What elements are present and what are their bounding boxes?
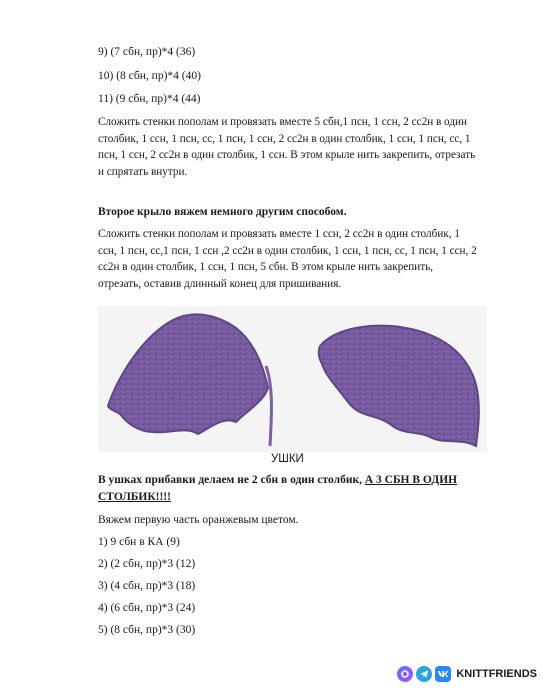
ears-emphasis: А 3 СБН В ОДИН [364,474,458,486]
footer-brand [397,666,537,682]
left-ear-piece [108,314,268,434]
text-line: отрезать, оставив длинный конец для пришивания. [98,277,342,290]
text-line: столбик, 1 ссн, 1 псн, сс, 1 псн, 1 ссн, 2 сс2н в один столбик, 1 ссн, 1 псн, сс, 1 [98,132,471,145]
row-10: 10) (8 сбн, пр)*4 (40) [98,70,201,82]
wing-instructions-1 [98,114,493,180]
row-9: 9) (7 сбн, пр)*4 (36) [98,46,196,58]
row-3: 3) (4 сбн, пр)*3 (18) [98,580,196,592]
ears-intro-text: В ушках прибавки делаем не 2 сбн в один столбик, [98,474,365,486]
telegram-icon[interactable] [416,666,432,682]
row-5: 5) (8 сбн, пр)*3 (30) [98,624,196,636]
ears-intro [98,472,493,506]
text-line: и спрятать внутри. [98,165,188,178]
ears-photo-drawing [98,306,487,452]
yarn-tail [266,366,271,446]
row-11: 11) (9 сбн, пр)*4 (44) [98,93,201,105]
text-line: СТОЛБИК!!!! [98,491,171,503]
text-line: Сложить стенки пополам и провязать вместе 5 сбн,1 псн, 1 ссн, 2 сс2н в один [98,116,467,128]
max-messenger-icon[interactable] [397,666,413,682]
vk-icon[interactable] [435,666,451,682]
text-line: сс2н в один столбик, 1 ссн, 1 псн, 5 сбн. В этом крыле нить закрепить, [98,261,434,273]
photo-caption: УШКИ [271,453,304,465]
wing-instructions-2 [98,226,493,292]
brand-name: KNITTFRIENDS [456,668,537,680]
second-wing-heading: Второе крыло вяжем немного другим способом. [98,206,347,218]
text-line: Сложить стенки пополам и провязать вместе 1 ссн, 2 сс2н в один столбик, 1 [98,228,460,240]
orange-note: Вяжем первую часть оранжевым цветом. [98,514,299,526]
ears-photo [98,306,487,452]
text-line: псн, 1 ссн, 2 сс2н в один столбик, 1 ссн. В этом крыле нить закрепить, отрезать [98,149,476,161]
text-line: ссн, 1 псн, сс,1 псн, 1 ссн ,2 сс2н в один столбик, 1 ссн, 1 псн, сс, 1 псн, 1 ссн, 2 [98,244,477,257]
row-4: 4) (6 сбн, пр)*3 (24) [98,602,196,614]
text-line [98,472,493,489]
right-ear-piece [319,326,479,446]
row-2: 2) (2 сбн, пр)*3 (12) [98,558,196,570]
row-1: 1) 9 сбн в КА (9) [98,536,180,548]
